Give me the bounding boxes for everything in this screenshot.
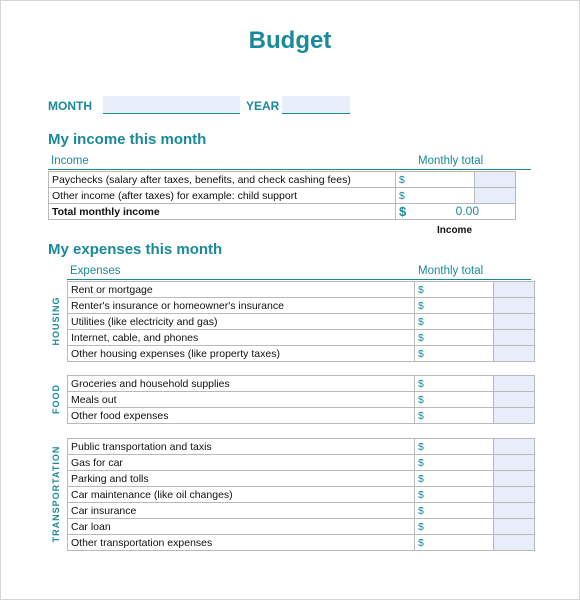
income-amount-field[interactable] — [475, 188, 516, 204]
table-row — [68, 346, 535, 362]
income-row-label: Other income (after taxes) for example: child support — [49, 188, 396, 204]
expense-row-label: Other transportation expenses — [68, 535, 415, 551]
table-row — [68, 471, 535, 487]
expense-amount-field[interactable] — [494, 408, 535, 424]
total-income-value: 0.00 — [455, 204, 479, 218]
currency-symbol: $ — [415, 503, 494, 519]
income-column-label: Income — [51, 155, 89, 167]
table-row — [68, 314, 535, 330]
income-monthly-total-header: Monthly total — [418, 155, 484, 167]
expense-row-label: Meals out — [68, 392, 415, 408]
currency-symbol: $ — [415, 487, 494, 503]
currency-symbol: $ — [415, 519, 494, 535]
currency-symbol: $ — [396, 188, 475, 204]
total-income-cell — [396, 204, 516, 220]
expense-amount-field[interactable] — [494, 282, 535, 298]
month-field[interactable] — [103, 96, 240, 114]
table-row — [68, 487, 535, 503]
income-heading: My income this month — [48, 131, 207, 148]
currency-symbol: $ — [415, 314, 494, 330]
currency-symbol: $ — [415, 330, 494, 346]
income-amount-field[interactable] — [475, 172, 516, 188]
currency-symbol: $ — [415, 298, 494, 314]
housing-group-label: HOUSING — [51, 296, 61, 346]
expense-amount-field[interactable] — [494, 455, 535, 471]
expense-row-label: Car loan — [68, 519, 415, 535]
table-row — [68, 535, 535, 551]
expense-row-label: Gas for car — [68, 455, 415, 471]
expense-amount-field[interactable] — [494, 346, 535, 362]
expense-row-label: Internet, cable, and phones — [68, 330, 415, 346]
table-row — [68, 392, 535, 408]
table-row — [68, 519, 535, 535]
expense-row-label: Utilities (like electricity and gas) — [68, 314, 415, 330]
expense-row-label: Public transportation and taxis — [68, 439, 415, 455]
table-row — [68, 455, 535, 471]
currency-symbol: $ — [415, 408, 494, 424]
expense-row-label: Renter's insurance or homeowner's insurance — [68, 298, 415, 314]
expense-amount-field[interactable] — [494, 471, 535, 487]
currency-symbol: $ — [415, 471, 494, 487]
expenses-monthly-total-header: Monthly total — [418, 265, 484, 277]
expense-amount-field[interactable] — [494, 519, 535, 535]
expense-amount-field[interactable] — [494, 503, 535, 519]
expense-amount-field[interactable] — [494, 330, 535, 346]
expense-amount-field[interactable] — [494, 376, 535, 392]
table-row — [68, 376, 535, 392]
currency-symbol: $ — [415, 439, 494, 455]
year-field[interactable] — [282, 96, 350, 114]
currency-symbol: $ — [415, 455, 494, 471]
currency-symbol: $ — [415, 346, 494, 362]
expense-row-label: Car insurance — [68, 503, 415, 519]
expense-amount-field[interactable] — [494, 314, 535, 330]
transportation-table — [67, 438, 535, 551]
income-row-label: Paychecks (salary after taxes, benefits, and check cashing fees) — [49, 172, 396, 188]
total-income-label: Total monthly income — [49, 204, 396, 220]
currency-symbol: $ — [415, 392, 494, 408]
expense-row-label: Other housing expenses (like property taxes) — [68, 346, 415, 362]
transportation-group-label: TRANSPORTATION — [51, 445, 61, 543]
table-row — [68, 503, 535, 519]
expense-row-label: Parking and tolls — [68, 471, 415, 487]
expense-row-label: Rent or mortgage — [68, 282, 415, 298]
expense-amount-field[interactable] — [494, 439, 535, 455]
total-row — [49, 204, 516, 220]
expenses-header-rule — [67, 279, 531, 280]
expenses-heading: My expenses this month — [48, 241, 223, 258]
expenses-column-label: Expenses — [70, 265, 121, 277]
year-label: YEAR — [246, 99, 280, 113]
currency-symbol: $ — [415, 282, 494, 298]
income-footer-label: Income — [437, 225, 473, 236]
expense-row-label: Other food expenses — [68, 408, 415, 424]
expense-amount-field[interactable] — [494, 298, 535, 314]
table-row — [68, 298, 535, 314]
currency-symbol: $ — [415, 376, 494, 392]
expense-amount-field[interactable] — [494, 392, 535, 408]
month-label: MONTH — [48, 99, 92, 113]
table-row — [49, 188, 516, 204]
table-row — [68, 330, 535, 346]
expense-amount-field[interactable] — [494, 487, 535, 503]
table-row — [68, 439, 535, 455]
food-table — [67, 375, 535, 424]
currency-symbol: $ — [396, 172, 475, 188]
food-group-label: FOOD — [51, 384, 61, 414]
expense-amount-field[interactable] — [494, 535, 535, 551]
page-title: Budget — [248, 27, 332, 54]
table-row — [68, 408, 535, 424]
currency-symbol: $ — [399, 204, 407, 219]
expense-row-label: Car maintenance (like oil changes) — [68, 487, 415, 503]
expense-row-label: Groceries and household supplies — [68, 376, 415, 392]
housing-table — [67, 281, 535, 362]
currency-symbol: $ — [415, 535, 494, 551]
table-row — [68, 282, 535, 298]
income-table — [48, 171, 516, 220]
table-row — [49, 172, 516, 188]
income-header-rule — [48, 169, 531, 170]
